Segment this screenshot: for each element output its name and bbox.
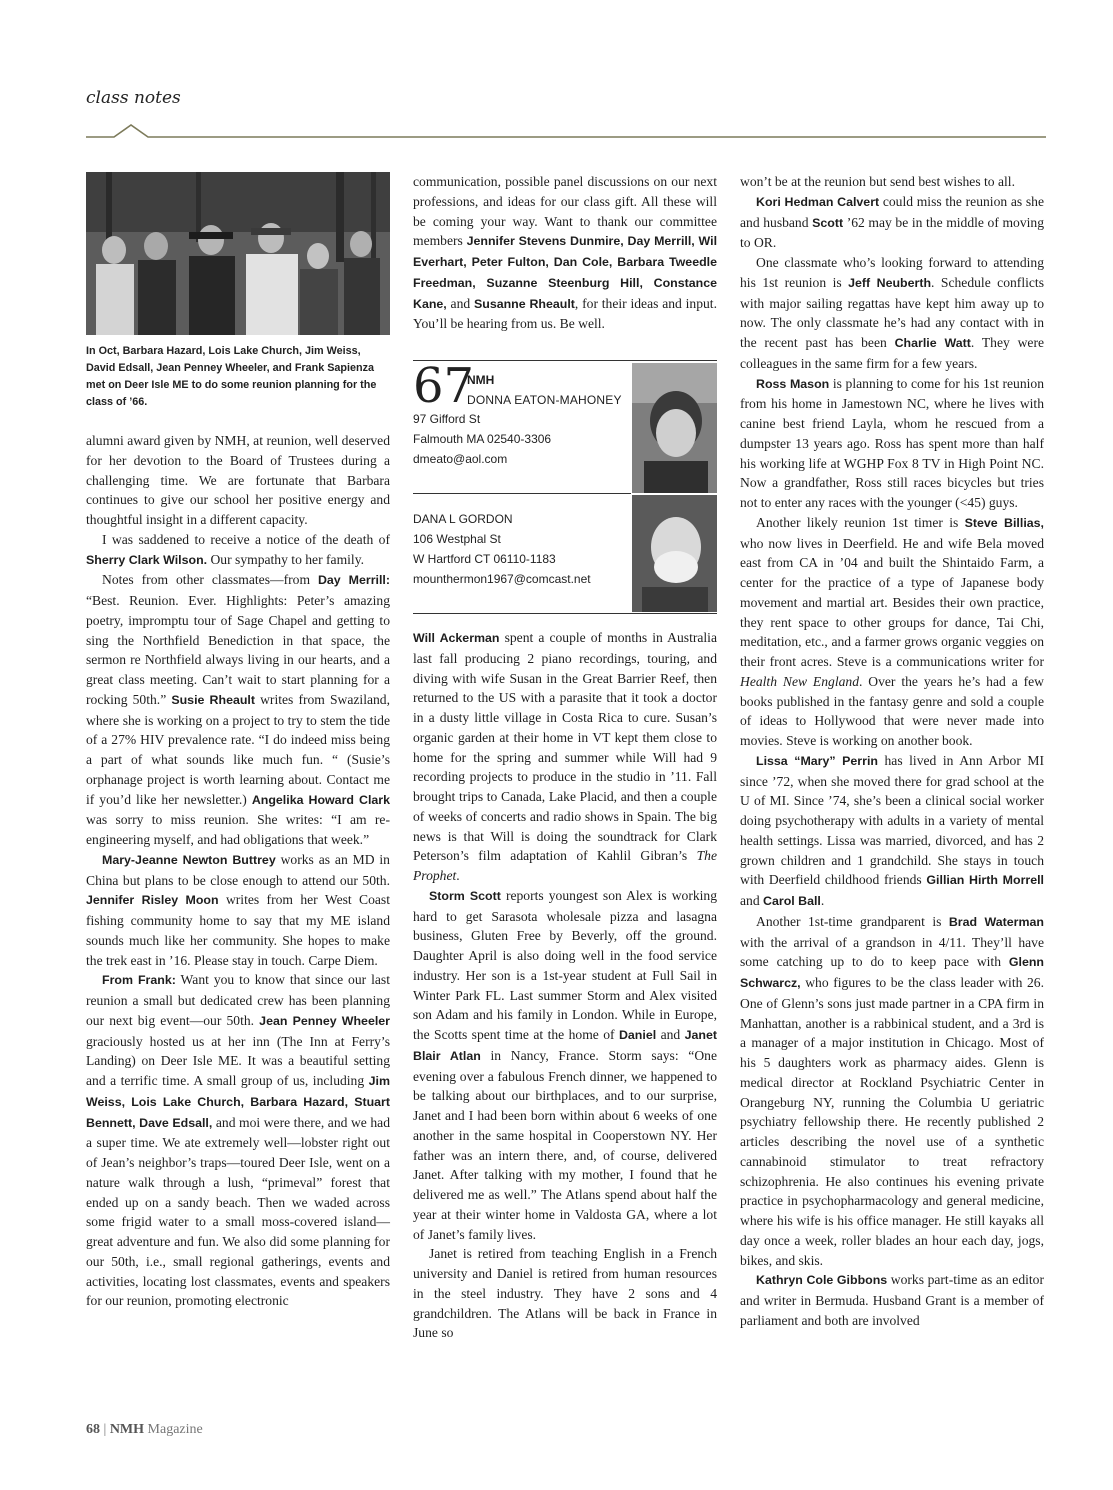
classmate-name: Jennifer Risley Moon	[86, 893, 219, 908]
classmate-name: Charlie Watt	[894, 336, 971, 350]
rep-headshot	[632, 363, 717, 493]
paragraph: alumni award given by NMH, at reunion, well deserved for her devotion to the Board of Trustees during a challenging time. We are fortunate that Barbara continues to give our school her positive energy and thoughtful insight in a different capacity.	[86, 433, 390, 527]
classmate-name: Jennifer Stevens Dunmire, Day Merrill, Wil Everhart, Peter Fulton, Dan Cole, Barbara Tweedle Freedman, Suzanne Steenburg Hill, Constance Kane,	[413, 234, 718, 311]
paragraph: One classmate who’s looking forward to attending his 1st reunion is Jeff Neuberth. Schedule conflicts with major sailing regattas have kept him away up to now. The only classmate he’s had any contact with in the recent past has been Charlie Watt. They were colleagues in the same firm for a few years.	[740, 255, 1045, 371]
column-2	[413, 172, 717, 1343]
rep-name: DANA L GORDON	[413, 512, 513, 526]
magazine-label: Magazine	[147, 1422, 203, 1437]
paragraph: communication, possible panel discussions on our next professions, and ideas for our class gift. All these will be coming your way. Want to thank our committee members Jennifer Stevens Dunmire, Day Merrill, Wil Everhart, Peter Fulton, Dan Cole, Barbara Tweedle Freedman, Suzanne Steenburg Hill, Constance Kane, and Susanne Rheault, for their ideas and input. You’ll be hearing from us. Be well.	[413, 174, 718, 332]
classmate-name: Janet Blair Atlan	[413, 1028, 717, 1063]
paragraph: Mary-Jeanne Newton Buttrey works as an MD in China but plans to be close enough to attend our 50th. Jennifer Risley Moon writes from her West Coast fishing community home to say that my ME island sounds much like her community. She hopes to make the trek east in ’16. Please stay in touch. Carpe Diem.	[86, 851, 390, 968]
classmate-name: Susie Rheault	[171, 692, 255, 707]
classmate-name: Kathryn Cole Gibbons	[756, 1273, 888, 1288]
photo-caption: In Oct, Barbara Hazard, Lois Lake Church, Jim Weiss, David Edsall, Jean Penney Wheeler, and Frank Sapienza met on Deer Isle ME to do some reunion planning for the class of ’66.	[86, 345, 377, 408]
magazine-brand: NMH	[109, 1422, 145, 1437]
classmate-name: Glenn Schwarcz,	[740, 955, 1044, 990]
header-rule	[86, 122, 1046, 140]
paragraph: Kathryn Cole Gibbons works part-time as an editor and writer in Bermuda. Husband Grant is a member of parliament and both are involved	[740, 1272, 1044, 1328]
classmate-name: Ross Mason	[756, 376, 830, 391]
column-3	[740, 172, 1044, 1331]
class-contact-box	[413, 360, 717, 614]
classmate-name: Sherry Clark Wilson.	[86, 552, 208, 567]
paragraph: Janet is retired from teaching English in a French university and Daniel is retired from human resources in the steel industry. They have 2 sons and 4 grandchildren. The Atlans will be back in France in June so	[413, 1246, 717, 1341]
classmate-name: Steve Billias,	[964, 515, 1044, 530]
classmate-name: Day Merrill:	[317, 573, 390, 588]
rep-street: 106 Westphal St	[413, 532, 501, 546]
paragraph: Kori Hedman Calvert could miss the reunion as she and husband Scott ’62 may be in the middle of moving to OR.	[740, 193, 1044, 251]
rep-headshot	[632, 495, 717, 612]
classmate-name: Daniel	[618, 1028, 657, 1042]
classmate-name: Will Ackerman	[413, 631, 500, 645]
classmate-name: Gillian Hirth Morrell	[926, 873, 1044, 888]
paragraph: Lissa “Mary” Perrin has lived in Ann Arbor MI since ’72, when she moved there for grad school at the U of MI. Since ’74, she’s been a clinical social worker doing psychotherapy with adults in a variety of mental health settings. Lissa was married, divorced, and has 2 grown children and 1 grandchild. She stays in touch with Deerfield childhood friends Gillian Hirth Morrell and Carol Ball.	[740, 752, 1044, 908]
divider	[413, 493, 631, 494]
rep-name: DONNA EATON-MAHONEY	[467, 393, 622, 407]
classmate-name: Kori Hedman Calvert	[756, 194, 880, 209]
classmate-name: Jeff Neuberth	[848, 275, 932, 290]
page-footer	[86, 1422, 203, 1438]
paragraph: Ross Mason is planning to come for his 1st reunion from his home in Jamestown NC, where he lives with canine best friend Layla, whom he rescued from a dumpster 13 years ago. Ross has spent more than half his working life at WGHP Fox 8 TV in High Point NC. Now a grandfather, Ross still races bicycles but tries not to enter any races with the younger (<45) guys.	[740, 375, 1044, 510]
classmate-name: Jean Penney Wheeler	[259, 1013, 390, 1028]
paragraph: I was saddened to receive a notice of the death of Sherry Clark Wilson. Our sympathy to her family.	[86, 531, 390, 567]
classmate-name: Mary-Jeanne Newton Buttrey	[102, 852, 276, 867]
rep-address	[413, 409, 551, 469]
rep-email[interactable]: mounthermon1967@comcast.net	[413, 572, 591, 586]
paragraph: won’t be at the reunion but send best wishes to all.	[740, 174, 1015, 189]
classmate-name: Scott	[812, 215, 844, 230]
rep-address	[413, 509, 591, 589]
classmate-name: Susanne Rheault	[473, 296, 575, 311]
section-title: class notes	[86, 88, 181, 108]
rep-street: 97 Gifford St	[413, 412, 481, 426]
paragraph: Another 1st-time grandparent is Brad Waterman with the arrival of a grandson in 4/11. They’ll have some catching up to do to keep pace with Glenn Schwarcz, who figures to be the class leader with 26. One of Glenn’s sons just made partner in a CPA firm in Manhattan, another is a rabbinical student, and a 3rd is a manager of a major institution in Chicago. Most of his 5 daughters work as pharmacy aides. Glenn is medical director at Rockland Psychiatric Center in Orangeburg NY, running the Columbia U geriatric psychiatry fellowship there. He recently published 2 articles describing the novel use of a synthetic cannabinoid stimulator to treat refractory schizophrenia. He also continues his evening private practice in psychopharmacology and general medicine, where his wife is his office manager. He still kayaks all day once a week, roller blades an hour each day, jogs, bikes, and skis.	[740, 913, 1044, 1268]
rep-city: W Hartford CT 06110-1183	[413, 552, 556, 566]
paragraph: Storm Scott reports youngest son Alex is working hard to get Sarasota wholesale pizza and lasagna business, Gluten Free by Beverly, off the ground. Daughter April is also doing well in the food service industry. Her son is a 1st-year student at Full Sail in Winter Park FL. Last summer Storm and Alex visited son Adam and his family in London. While in Europe, the Scotts spent time at the home of Daniel and Janet Blair Atlan in Nancy, France. Storm says: “One evening over a fabulous French dinner, we happened to be talking about our birthplaces, and to our surprise, Janet and I had been born within about 6 weeks of one another in the same hospital in Cooperstown NY. Her father was an intern there, and, of course, delivered Janet. After talking with my mother, I found that he delivered me as well.” The Atlans spend about half the year at their winter home in Valdosta GA, where a lot of Janet’s family lives.	[413, 887, 718, 1242]
classmate-name: Brad Waterman	[948, 914, 1044, 929]
classmate-name: Jim Weiss, Lois Lake Church, Barbara Hazard, Stuart Bennett, Dave Edsall,	[86, 1074, 390, 1130]
paragraph: Will Ackerman spent a couple of months in Australia last fall producing 2 piano recordings, touring, and diving with wife Susan in the Great Barrier Reef, then returned to the US with a parasite that it took a doctor in a dusty little village in Costa Rica to cure. Susan’s organic garden at their home in VT kept them close to home for the spring and summer while Will had 9 recording projects to produce in the studio in ’11. Fall brought trips to Canada, Lake Placid, and then a couple of weeks of concerts and radio shows in Spain. The big news is that Will is doing the soundtrack for Clark Peterson’s film adaptation of Kahlil Gibran’s The Prophet.	[413, 630, 717, 883]
page-number: 68	[86, 1422, 100, 1437]
reunion-group-photo	[86, 172, 390, 335]
classmate-name: Lissa “Mary” Perrin	[756, 753, 878, 768]
class-year: 67	[413, 358, 475, 414]
footer-separator: |	[103, 1422, 107, 1437]
paragraph: Another likely reunion 1st timer is Steve Billias, who now lives in Deerfield. He and wife Bela moved east from CA in ’04 and built the Shintaido Farm, a center for the practice of a type of Japanese body movement and martial art. Besides their own practice, they rent space to other groups for dance, Tai Chi, meditation, etc., and a farmer grows organic veggies on their front acres. Steve is a communications writer for Health New England. Over the years he’s had a few books published in the fantasy genre and sold a couple of ideas to Hollywood that were never made into movies. Steve is working on another book.	[740, 514, 1044, 748]
classmate-name: Angelika Howard Clark	[251, 792, 390, 807]
school-label: NMH	[467, 373, 495, 387]
rep-city: Falmouth MA 02540-3306	[413, 432, 552, 446]
classmate-name: Storm Scott	[429, 888, 501, 903]
classmate-name: Carol Ball	[763, 894, 821, 908]
rep-email[interactable]: dmeato@aol.com	[413, 452, 508, 466]
classmate-name: From Frank:	[102, 973, 176, 988]
paragraph: Notes from other classmates—from Day Merrill: “Best. Reunion. Ever. Highlights: Peter’s amazing poetry, impromptu tour of Sage Chapel and getting to sing the Northfield Benediction in that space, the sermon re Northfield always living in our hearts, and a great class meeting. Can’t wait to start planning for a rocking 50th.” Susie Rheault writes from Swaziland, where she is working on a project to try to stem the tide of a 27% HIV prevalence rate. “I do indeed miss being a part of what sounds like much fun. “ (Susie’s orphanage project is worth learning about. Contact me if you’d like her newsletter.) Angelika Howard Clark was sorry to miss reunion. She writes: “I am re-engineering myself, and had obligations that week.”	[86, 572, 390, 847]
column-1	[86, 172, 390, 1311]
paragraph: From Frank: Want you to know that since our last reunion a small but dedicated crew has been planning our next big event—our 50th. Jean Penney Wheeler graciously hosted us at her inn (The Inn at Ferry’s Landing) on Deer Isle ME. It was a beautiful setting and a terrific time. A small group of us, including Jim Weiss, Lois Lake Church, Barbara Hazard, Stuart Bennett, Dave Edsall, and moi were there, and we had a super time. We ate extremely well—lobster right out of Jean’s neighbor’s traps—toured Deer Isle, went on a nature walk through a lush, “primeval” forest that ended up on a sandy beach. Then we waded across some frigid water to a small moss-covered island—great adventure and fun. We also did some planning for our 50th, i.e., small regional gatherings, events and activities, locating lost classmates, events and speakers for our reunion, promoting electronic	[86, 972, 390, 1309]
